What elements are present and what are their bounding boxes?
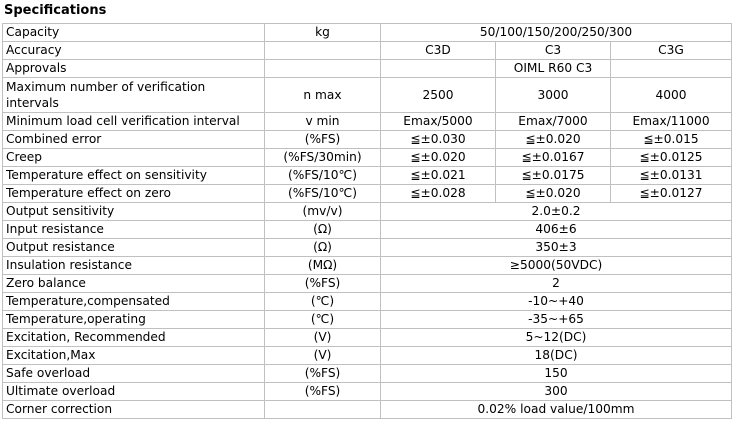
row-unit: (%FS/30min) — [265, 149, 381, 167]
row-value: ≦±0.0125 — [611, 149, 732, 167]
table-row — [3, 275, 732, 293]
table-row — [3, 203, 732, 221]
row-unit: (mv/v) — [265, 203, 381, 221]
row-value: 2500 — [381, 78, 496, 113]
row-name: Maximum number of verification intervals — [3, 78, 265, 113]
table-row — [3, 329, 732, 347]
table-row — [3, 257, 732, 275]
row-value: 3000 — [496, 78, 611, 113]
row-name: Output sensitivity — [3, 203, 265, 221]
row-unit — [265, 42, 381, 60]
table-row-approvals — [3, 60, 732, 78]
row-value: 18(DC) — [381, 347, 732, 365]
row-unit: (%FS/10℃) — [265, 185, 381, 203]
row-name: Creep — [3, 149, 265, 167]
accuracy-class-c3g: C3G — [611, 42, 732, 60]
table-row — [3, 365, 732, 383]
row-value: ≥5000(50VDC) — [381, 257, 732, 275]
table-row — [3, 293, 732, 311]
row-value-empty — [611, 60, 732, 78]
row-name: Zero balance — [3, 275, 265, 293]
row-unit: (MΩ) — [265, 257, 381, 275]
row-unit: (℃) — [265, 293, 381, 311]
row-value: ≦±0.030 — [381, 131, 496, 149]
table-row — [3, 185, 732, 203]
row-unit — [265, 401, 381, 419]
row-value: 5~12(DC) — [381, 329, 732, 347]
row-value: Emax/7000 — [496, 113, 611, 131]
row-value: ≦±0.0175 — [496, 167, 611, 185]
row-value: ≦±0.0131 — [611, 167, 732, 185]
accuracy-class-c3d: C3D — [381, 42, 496, 60]
row-name: Corner correction — [3, 401, 265, 419]
row-unit: (%FS) — [265, 275, 381, 293]
row-value: -10~+40 — [381, 293, 732, 311]
row-unit: (V) — [265, 329, 381, 347]
row-unit — [265, 60, 381, 78]
row-unit: (V) — [265, 347, 381, 365]
row-name: Excitation, Recommended — [3, 329, 265, 347]
row-value: ≦±0.021 — [381, 167, 496, 185]
table-row — [3, 221, 732, 239]
row-value: 2.0±0.2 — [381, 203, 732, 221]
table-row — [3, 78, 732, 113]
row-name: Accuracy — [3, 42, 265, 60]
row-value: 50/100/150/200/250/300 — [381, 24, 732, 42]
row-value: 300 — [381, 383, 732, 401]
row-value: ≦±0.028 — [381, 185, 496, 203]
accuracy-class-c3: C3 — [496, 42, 611, 60]
row-unit: (%FS) — [265, 383, 381, 401]
table-row-accuracy — [3, 42, 732, 60]
table-row — [3, 401, 732, 419]
row-value-empty — [381, 60, 496, 78]
row-value: 4000 — [611, 78, 732, 113]
page-title: Specifications — [4, 3, 107, 18]
row-value: 150 — [381, 365, 732, 383]
row-name: Output resistance — [3, 239, 265, 257]
table-row — [3, 113, 732, 131]
row-name: Temperature effect on sensitivity — [3, 167, 265, 185]
row-unit: kg — [265, 24, 381, 42]
row-value: ≦±0.015 — [611, 131, 732, 149]
row-unit: (%FS) — [265, 131, 381, 149]
row-value: ≦±0.0127 — [611, 185, 732, 203]
row-value: ≦±0.0167 — [496, 149, 611, 167]
row-name: Capacity — [3, 24, 265, 42]
row-value: 350±3 — [381, 239, 732, 257]
specifications-table — [2, 23, 732, 419]
row-value: Emax/11000 — [611, 113, 732, 131]
row-name: Safe overload — [3, 365, 265, 383]
row-value: ≦±0.020 — [381, 149, 496, 167]
row-unit: n max — [265, 78, 381, 113]
row-name: Temperature effect on zero — [3, 185, 265, 203]
row-value: 406±6 — [381, 221, 732, 239]
row-name: Combined error — [3, 131, 265, 149]
table-row — [3, 167, 732, 185]
row-name: Ultimate overload — [3, 383, 265, 401]
row-unit: (℃) — [265, 311, 381, 329]
row-unit: (Ω) — [265, 239, 381, 257]
table-row — [3, 311, 732, 329]
row-unit: (%FS/10℃) — [265, 167, 381, 185]
row-name: Input resistance — [3, 221, 265, 239]
row-name: Minimum load cell verification interval — [3, 113, 265, 131]
row-name: Temperature,operating — [3, 311, 265, 329]
table-row — [3, 131, 732, 149]
row-value: Emax/5000 — [381, 113, 496, 131]
row-name: Excitation,Max — [3, 347, 265, 365]
row-value: ≦±0.020 — [496, 185, 611, 203]
row-unit: v min — [265, 113, 381, 131]
table-row — [3, 239, 732, 257]
table-row — [3, 383, 732, 401]
row-value: OIML R60 C3 — [496, 60, 611, 78]
table-row — [3, 149, 732, 167]
row-unit: (%FS) — [265, 365, 381, 383]
row-value: -35~+65 — [381, 311, 732, 329]
row-name: Approvals — [3, 60, 265, 78]
table-row — [3, 347, 732, 365]
row-value: ≦±0.020 — [496, 131, 611, 149]
row-value: 0.02% load value/100mm — [381, 401, 732, 419]
row-name: Insulation resistance — [3, 257, 265, 275]
table-row-capacity — [3, 24, 732, 42]
row-unit: (Ω) — [265, 221, 381, 239]
row-name: Temperature,compensated — [3, 293, 265, 311]
row-value: 2 — [381, 275, 732, 293]
